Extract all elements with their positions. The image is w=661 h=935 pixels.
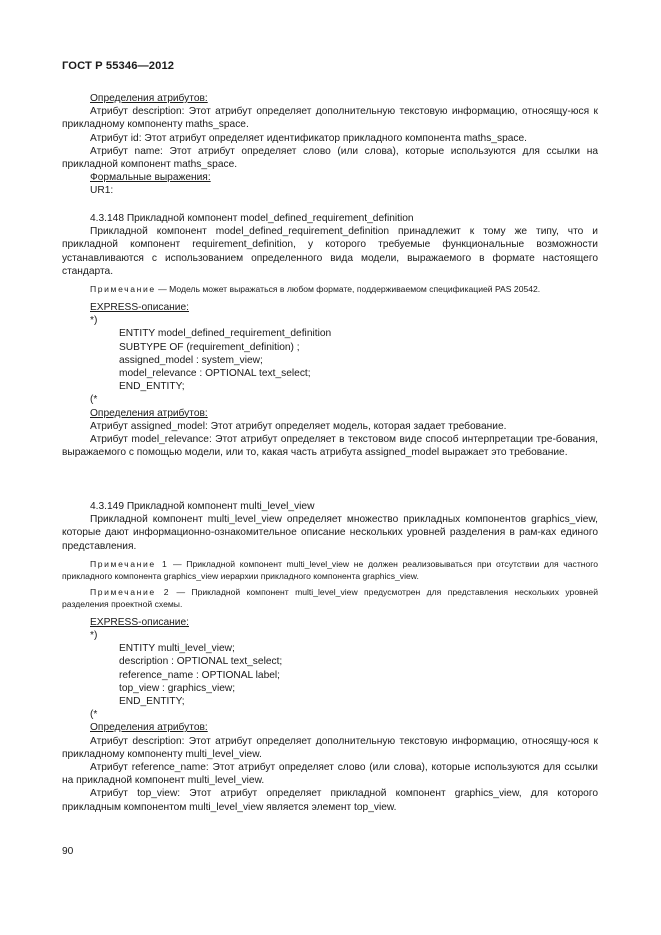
code-line: END_ENTITY; [119, 696, 185, 708]
section-4-3-148 [62, 212, 598, 459]
section-heading: 4.3.148 Прикладной компонент model_defined_requirement_definition [90, 213, 414, 224]
section-note [62, 283, 598, 295]
code-line: top_view : graphics_view; [119, 682, 236, 694]
formal-expressions-heading: Формальные выражения: [90, 172, 211, 184]
document-header: ГОСТ Р 55346—2012 [62, 60, 175, 72]
code-line: ENTITY multi_level_view; [119, 643, 235, 655]
express-open: *) [90, 630, 98, 642]
attr-description-paragraph: Атрибут description: Этот атрибут определяет дополнительную текстовую информацию, относящу-юся к прикладному компоненту multi_level_view. [62, 735, 598, 760]
section-note-2 [62, 586, 598, 610]
section-4-3-149 [62, 500, 598, 814]
code-line: SUBTYPE OF (requirement_definition) ; [119, 341, 300, 353]
express-close: (* [90, 394, 98, 406]
express-heading: EXPRESS-описание: [90, 616, 189, 628]
section-heading: 4.3.149 Прикладной компонент multi_level_view [90, 501, 315, 512]
attr-definitions-heading: Определения атрибутов: [90, 407, 208, 419]
attr-top-view-paragraph: Атрибут top_view: Этот атрибут определяет прикладной компонент graphics_view, для которого прикладным компонентом multi_level_view является элемент top_view. [62, 788, 598, 813]
code-line: ENTITY model_defined_requirement_definition [119, 328, 332, 340]
maths-space-block [62, 92, 598, 198]
section-body: Прикладной компонент multi_level_view определяет множество прикладных компонентов graphics_view, которые дают информационно-ознакомительное описание нескольких уровней разделения в рам-ках единого представления. [62, 514, 598, 552]
note-label: Примечание [90, 284, 156, 295]
express-open: *) [90, 315, 98, 327]
note-text: — Модель может выражаться в любом формате, поддерживаемом спецификацией PAS 20542. [155, 284, 541, 295]
attr-definitions-heading: Определения атрибутов: [90, 722, 208, 734]
code-line: END_ENTITY; [119, 381, 185, 393]
express-heading: EXPRESS-описание: [90, 302, 189, 314]
express-block [62, 301, 598, 407]
express-close: (* [90, 709, 98, 721]
attr-id-paragraph: Атрибут id: Этот атрибут определяет идентификатор прикладного компонента maths_space. [90, 132, 527, 144]
code-line: assigned_model : system_view; [119, 354, 263, 366]
attr-description-paragraph: Атрибут description: Этот атрибут определяет дополнительную текстовую информацию, относящу-юся к прикладному компоненту maths_space. [62, 106, 598, 131]
attr-reference-name-paragraph: Атрибут reference_name: Этот атрибут определяет слово (или слова), которые используются для ссылки на прикладной компонент multi_level_view. [62, 762, 598, 787]
attr-model-relevance-paragraph: Атрибут model_relevance: Этот атрибут определяет в текстовом виде способ интерпретации тре-бования, выражаемого с помощью модели, или то, какая часть атрибута assigned_model выражает это требование. [62, 434, 598, 459]
note-text: — Прикладной компонент multi_level_view предусмотрен для представления нескольких уровней разделения проектной схемы. [62, 586, 599, 609]
note-text: — Прикладной компонент multi_level_view не должен реализовываться при отсутствии для частного прикладного компонента graphics_view иерархии прикладного компонента graphics_view. [62, 558, 599, 581]
section-body: Прикладной компонент model_defined_requirement_definition принадлежит к тому же типу, что и прикладной компонент requirement_definition, у которого требуемые функциональные возможности устанавливаются с использованием определенного вида модели, выражаемого в формате настоящего стандарта. [62, 226, 598, 277]
code-line: description : OPTIONAL text_select; [119, 656, 283, 668]
express-block [62, 616, 598, 722]
attr-name-paragraph: Атрибут name: Этот атрибут определяет слово (или слова), которые используются для ссылки на прикладной компонент maths_space. [62, 145, 598, 171]
attr-assigned-model-paragraph: Атрибут assigned_model: Этот атрибут определяет модель, которая задает требование. [90, 420, 507, 432]
attr-definitions-heading: Определения атрибутов: [90, 93, 208, 104]
note-label: Примечание 1 [90, 558, 169, 569]
page-number: 90 [62, 846, 74, 857]
note-label: Примечание 2 [90, 586, 171, 597]
code-line: reference_name : OPTIONAL label; [119, 669, 280, 681]
section-note-1 [62, 558, 598, 582]
code-line: model_relevance : OPTIONAL text_select; [119, 368, 311, 380]
formal-expression-ur1: UR1: [90, 185, 114, 197]
